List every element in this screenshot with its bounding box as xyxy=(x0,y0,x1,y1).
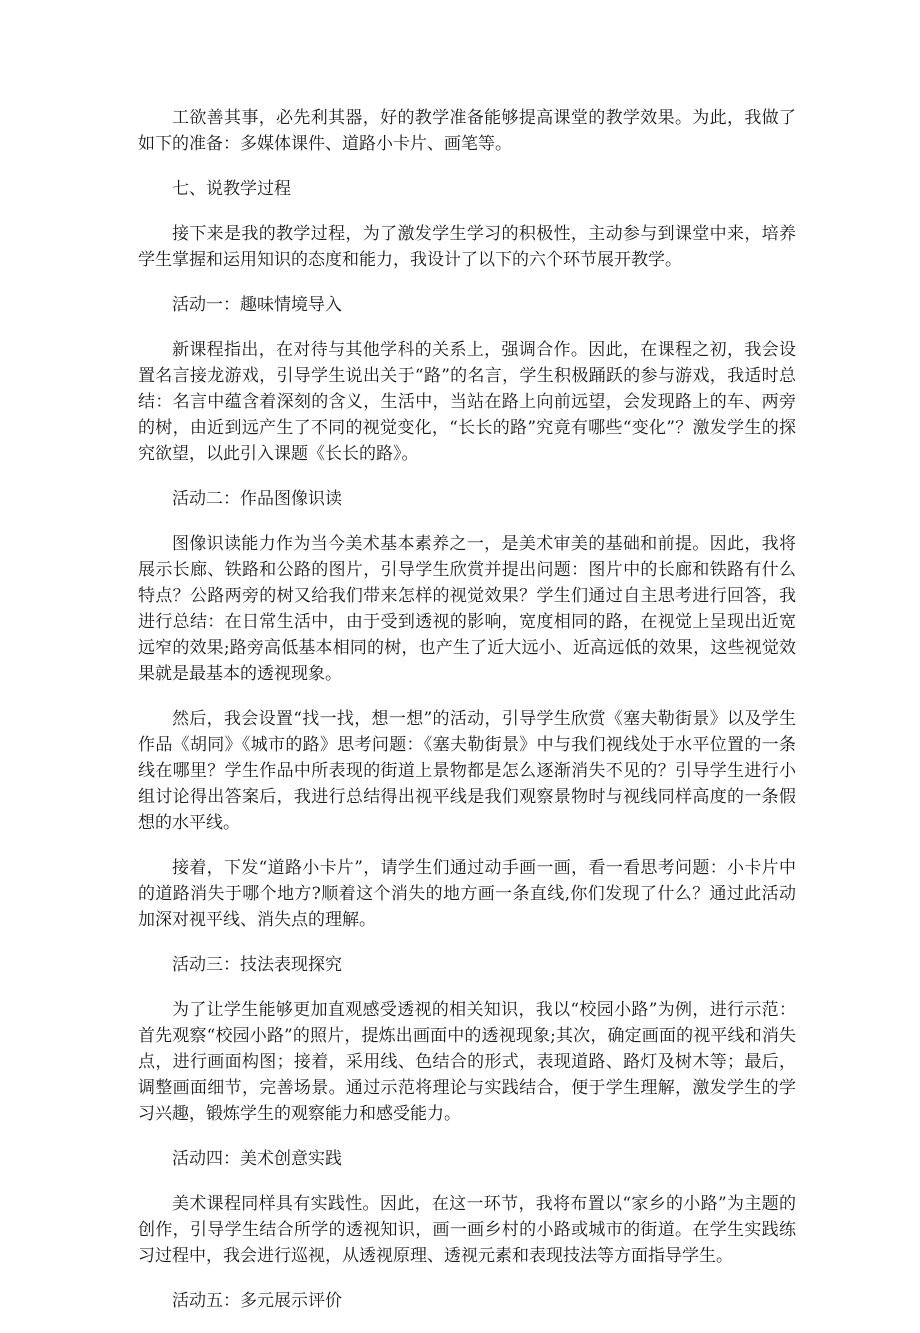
activity-heading-1: 活动一：趣味情境导入 xyxy=(172,295,342,315)
paragraph-activity-2c: 接着，下发“道路小卡片”，请学生们通过动手画一画，看一看思考问题：小卡片中的道路消失于哪个地方?顺着这个消失的地方画一条直线,你们发现了什么？通过此活动加深对视平线、消失点的理解。 xyxy=(138,858,796,930)
paragraph-activity-4: 美术课程同样具有实践性。因此，在这一环节，我将布置以“家乡的小路”为主题的创作，引导学生结合所学的透视知识，画一画乡村的小路或城市的街道。在学生实践练习过程中，我会进行巡视，从透视原理、透视元素和表现技法等方面指导学生。 xyxy=(138,1194,796,1266)
section-heading-teaching-process: 七、说教学过程 xyxy=(172,179,291,199)
activity-heading-2: 活动二：作品图像识读 xyxy=(172,489,342,509)
paragraph-activity-1: 新课程指出，在对待与其他学科的关系上，强调合作。因此，在课程之初，我会设置名言接龙游戏，引导学生说出关于“路”的名言，学生积极踊跃的参与游戏，我适时总结：名言中蕴含着深刻的含义，生活中，当站在路上向前远望，会发现路上的车、两旁的树，由近到远产生了不同的视觉变化，“长长的路”究竟有哪些“变化”？激发学生的探究欲望，以此引入课题《长长的路》。 xyxy=(138,340,796,464)
document-body xyxy=(138,105,796,1333)
activity-heading-5: 活动五：多元展示评价 xyxy=(172,1291,342,1311)
paragraph-preparation: 工欲善其事，必先利其器，好的教学准备能够提高课堂的教学效果。为此，我做了如下的准备：多媒体课件、道路小卡片、画笔等。 xyxy=(138,108,796,154)
activity-heading-3: 活动三：技法表现探究 xyxy=(172,955,342,975)
paragraph-activity-2b: 然后，我会设置“找一找，想一想”的活动，引导学生欣赏《塞夫勒街景》以及学生作品《胡同》《城市的路》思考问题：《塞夫勒街景》中与我们视线处于水平位置的一条线在哪里？学生作品中所表现的街道上景物都是怎么逐渐消失不见的？引导学生进行小组讨论得出答案后，我进行总结得出视平线是我们观察景物时与视线同样高度的一条假想的水平线。 xyxy=(138,709,796,833)
paragraph-process-intro: 接下来是我的教学过程，为了激发学生学习的积极性，主动参与到课堂中来，培养学生掌握和运用知识的态度和能力，我设计了以下的六个环节展开教学。 xyxy=(138,224,796,270)
activity-heading-4: 活动四：美术创意实践 xyxy=(172,1149,342,1169)
paragraph-activity-2a: 图像识读能力作为当今美术基本素养之一，是美术审美的基础和前提。因此，我将展示长廊、铁路和公路的图片，引导学生欣赏并提出问题：图片中的长廊和铁路有什么特点？公路两旁的树又给我们带来怎样的视觉效果？学生们通过自主思考进行回答，我进行总结：在日常生活中，由于受到透视的影响，宽度相同的路，在视觉上呈现出近宽远窄的效果;路旁高低基本相同的树，也产生了近大远小、近高远低的效果，这些视觉效果就是最基本的透视现象。 xyxy=(138,534,796,684)
paragraph-activity-3: 为了让学生能够更加直观感受透视的相关知识，我以“校园小路”为例，进行示范：首先观察“校园小路”的照片，提炼出画面中的透视现象;其次，确定画面的视平线和消失点，进行画面构图；接着，采用线、色结合的形式，表现道路、路灯及树木等；最后，调整画面细节，完善场景。通过示范将理论与实践结合，便于学生理解，激发学生的学习兴趣，锻炼学生的观察能力和感受能力。 xyxy=(138,1000,796,1124)
